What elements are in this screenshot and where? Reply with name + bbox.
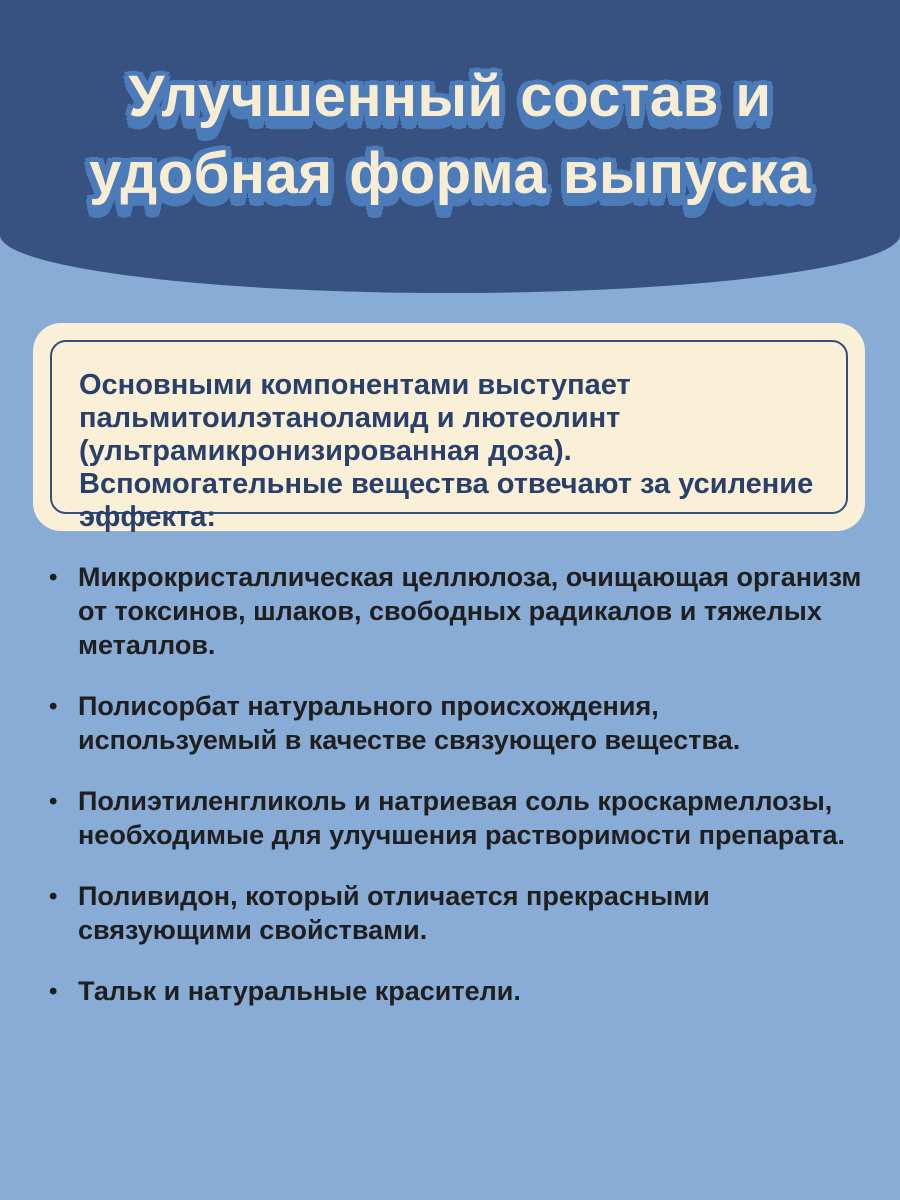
list-item xyxy=(35,974,863,1008)
header-banner xyxy=(0,0,900,293)
list-item-text: Полиэтиленгликоль и натриевая соль кроскармеллозы, необходимые для улучшения растворимости препарата. xyxy=(78,786,846,850)
list-item-text: Тальк и натуральные красители. xyxy=(78,976,521,1006)
list-item xyxy=(35,689,863,757)
bullet-dot: • xyxy=(49,788,58,815)
list-item-text: Поливидон, который отличается прекрасными связующими свойствами. xyxy=(78,881,710,945)
list-item-text: Полисорбат натурального происхождения, используемый в качестве связующего вещества. xyxy=(78,691,741,755)
title-line-2: удобная форма выпуска xyxy=(89,141,811,206)
list-item xyxy=(35,879,863,947)
ingredients-list xyxy=(35,560,863,1008)
bullet-dot: • xyxy=(49,883,58,910)
intro-card xyxy=(33,323,865,531)
list-item xyxy=(35,784,863,852)
page-title xyxy=(0,0,900,212)
list-item xyxy=(35,560,863,662)
list-item-text: Микрокристаллическая целлюлоза, очищающая организм от токсинов, шлаков, свободных радикалов и тяжелых металлов. xyxy=(78,562,862,660)
title-line-1: Улучшенный состав и xyxy=(128,64,772,129)
bullet-dot: • xyxy=(49,693,58,720)
intro-card-text: Основными компонентами выступает пальмитоилэтаноламид и лютеолинт (ультрамикронизированная доза). Вспомогательные вещества отвечают за усиление эффекта: xyxy=(79,369,814,533)
bullet-dot: • xyxy=(49,978,58,1005)
bullet-dot: • xyxy=(49,564,58,591)
